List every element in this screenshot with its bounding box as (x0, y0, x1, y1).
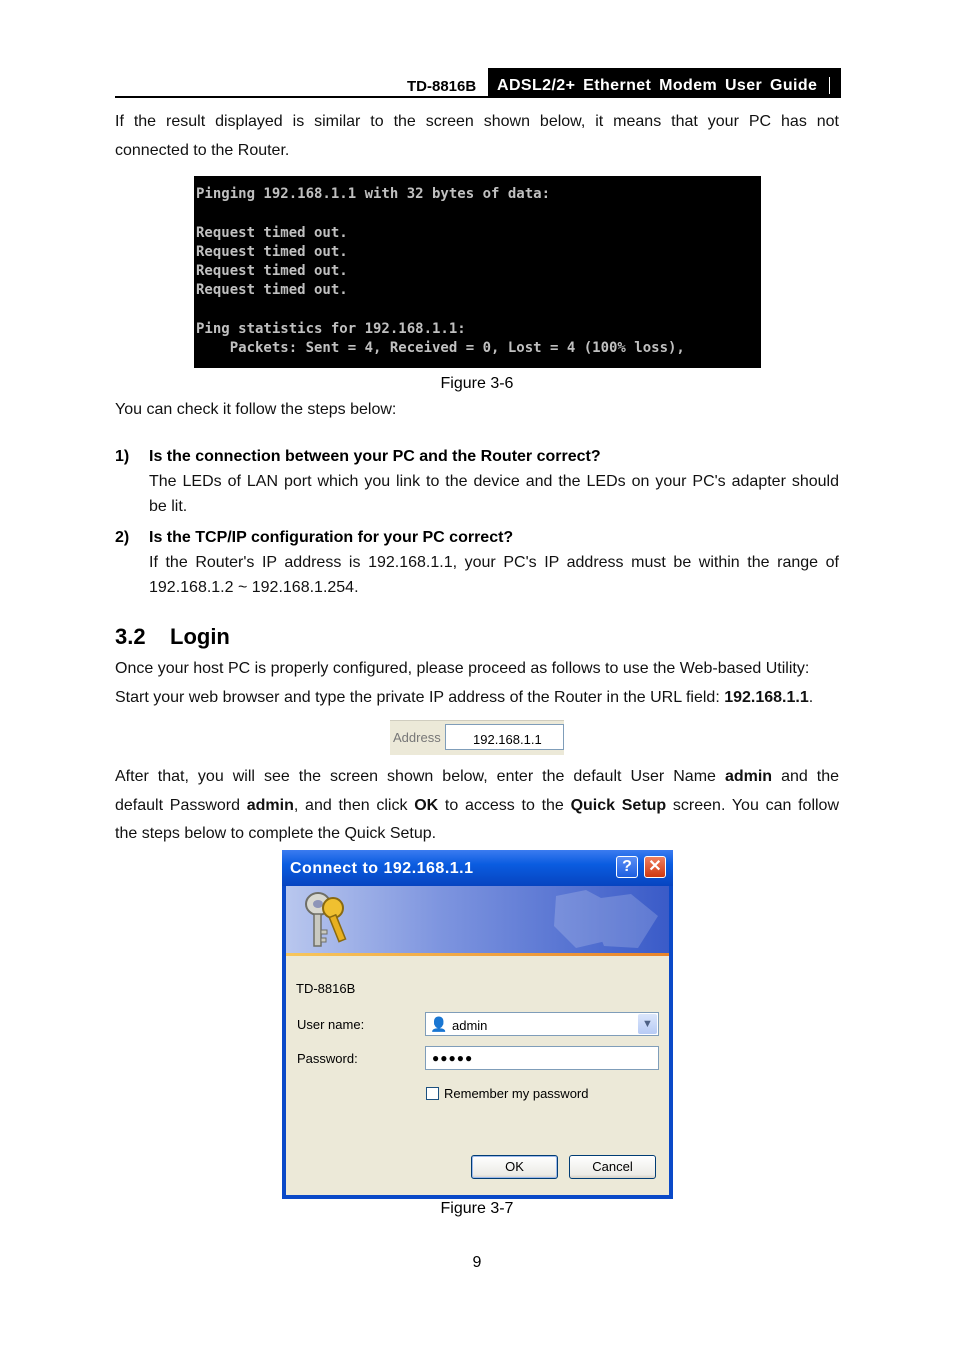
console-line: Request timed out. (196, 225, 348, 241)
header-model: TD-8816B (407, 78, 477, 95)
close-button[interactable]: ✕ (644, 856, 666, 878)
password-text: admin (246, 797, 294, 814)
header-title: ADSL2/2+ Ethernet Modem User Guide (497, 77, 818, 94)
address-label: Address (393, 730, 441, 745)
step-number: 1) (115, 448, 130, 465)
section-number: 3.2 (115, 624, 146, 649)
login-dialog (282, 850, 673, 1199)
step-answer-line-2: be lit. (149, 498, 188, 515)
console-line: Ping statistics for 192.168.1.1: (196, 321, 466, 337)
para-text: to access to the (438, 797, 571, 814)
username-value: admin (452, 1018, 488, 1033)
para-text: , and then click (293, 797, 415, 814)
para-text: and the (772, 768, 840, 785)
step-question: Is the connection between your PC and the Router correct? (149, 448, 601, 465)
para-text: . (808, 689, 814, 706)
intro-line-2: connected to the Router. (115, 142, 290, 159)
keys-icon (306, 893, 346, 946)
dialog-titlebar[interactable] (282, 850, 673, 886)
address-bar (390, 720, 564, 755)
ok-button[interactable]: OK (471, 1155, 558, 1179)
page-number: 9 (472, 1254, 482, 1271)
figure-caption: Figure 3-7 (440, 1200, 514, 1217)
remember-password-label[interactable]: Remember my password (444, 1086, 589, 1101)
para-text: After that, you will see the screen shown below, enter the default User Name (115, 768, 725, 785)
para-text: Start your web browser and type the private IP address of the Router in the URL field: (115, 689, 725, 706)
dialog-title: Connect to 192.168.1.1 (290, 860, 474, 877)
help-button[interactable]: ? (616, 856, 638, 878)
username-combobox[interactable] (425, 1012, 659, 1036)
address-value: 192.168.1.1 (473, 732, 542, 747)
para-text: screen. You can follow (666, 797, 839, 814)
para-text: default Password (115, 797, 247, 814)
header-rule (115, 96, 841, 98)
dialog-banner (286, 886, 669, 953)
para2-line-3: the steps below to complete the Quick Setup. (115, 825, 437, 842)
section-para-line-2 (115, 684, 813, 712)
dialog-body (286, 956, 669, 1195)
para2-line-2 (115, 792, 839, 820)
username-text: admin (724, 768, 773, 785)
username-label: User name: (297, 1017, 365, 1032)
section-para-line-1: Once your host PC is properly configured, please proceed as follows to use the Web-based Utility: (115, 660, 810, 677)
device-name: TD-8816B (296, 981, 356, 996)
figure-caption: Figure 3-6 (440, 375, 514, 392)
step-question: Is the TCP/IP configuration for your PC correct? (149, 529, 514, 546)
para2-line-1 (115, 763, 839, 791)
intro-line-1: If the result displayed is similar to the screen shown below, it means that your PC has not (115, 113, 839, 130)
step-answer-line-1: The LEDs of LAN port which you link to the device and the LEDs on your PC's adapter should (149, 473, 839, 490)
user-icon: 👤 (430, 1016, 448, 1032)
section-title: Login (170, 624, 230, 649)
console-line: Pinging 192.168.1.1 with 32 bytes of data: (196, 186, 551, 202)
password-input[interactable] (425, 1046, 659, 1070)
ping-console (194, 176, 761, 368)
console-line: Packets: Sent = 4, Received = 0, Lost = 4 (100% loss), (196, 340, 685, 356)
console-line: Request timed out. (196, 244, 348, 260)
address-input[interactable] (445, 724, 564, 750)
cancel-button[interactable]: Cancel (569, 1155, 656, 1179)
ok-text: OK (414, 797, 439, 814)
header-divider (829, 77, 830, 94)
remember-password-checkbox[interactable] (426, 1087, 439, 1100)
check-text: You can check it follow the steps below: (115, 401, 397, 418)
step-answer-line-2: 192.168.1.2 ~ 192.168.1.254. (149, 579, 359, 596)
quick-setup-text: Quick Setup (570, 797, 667, 814)
console-line: Request timed out. (196, 263, 348, 279)
console-line: Request timed out. (196, 282, 348, 298)
chevron-down-icon[interactable]: ▼ (638, 1014, 657, 1034)
password-label: Password: (297, 1051, 358, 1066)
ip-address-text: 192.168.1.1 (724, 689, 809, 706)
step-number: 2) (115, 529, 130, 546)
keys-banner-art (286, 886, 669, 953)
step-answer-line-1: If the Router's IP address is 192.168.1.1, your PC's IP address must be within the range of (149, 554, 839, 571)
password-value: ●●●●● (432, 1051, 474, 1065)
